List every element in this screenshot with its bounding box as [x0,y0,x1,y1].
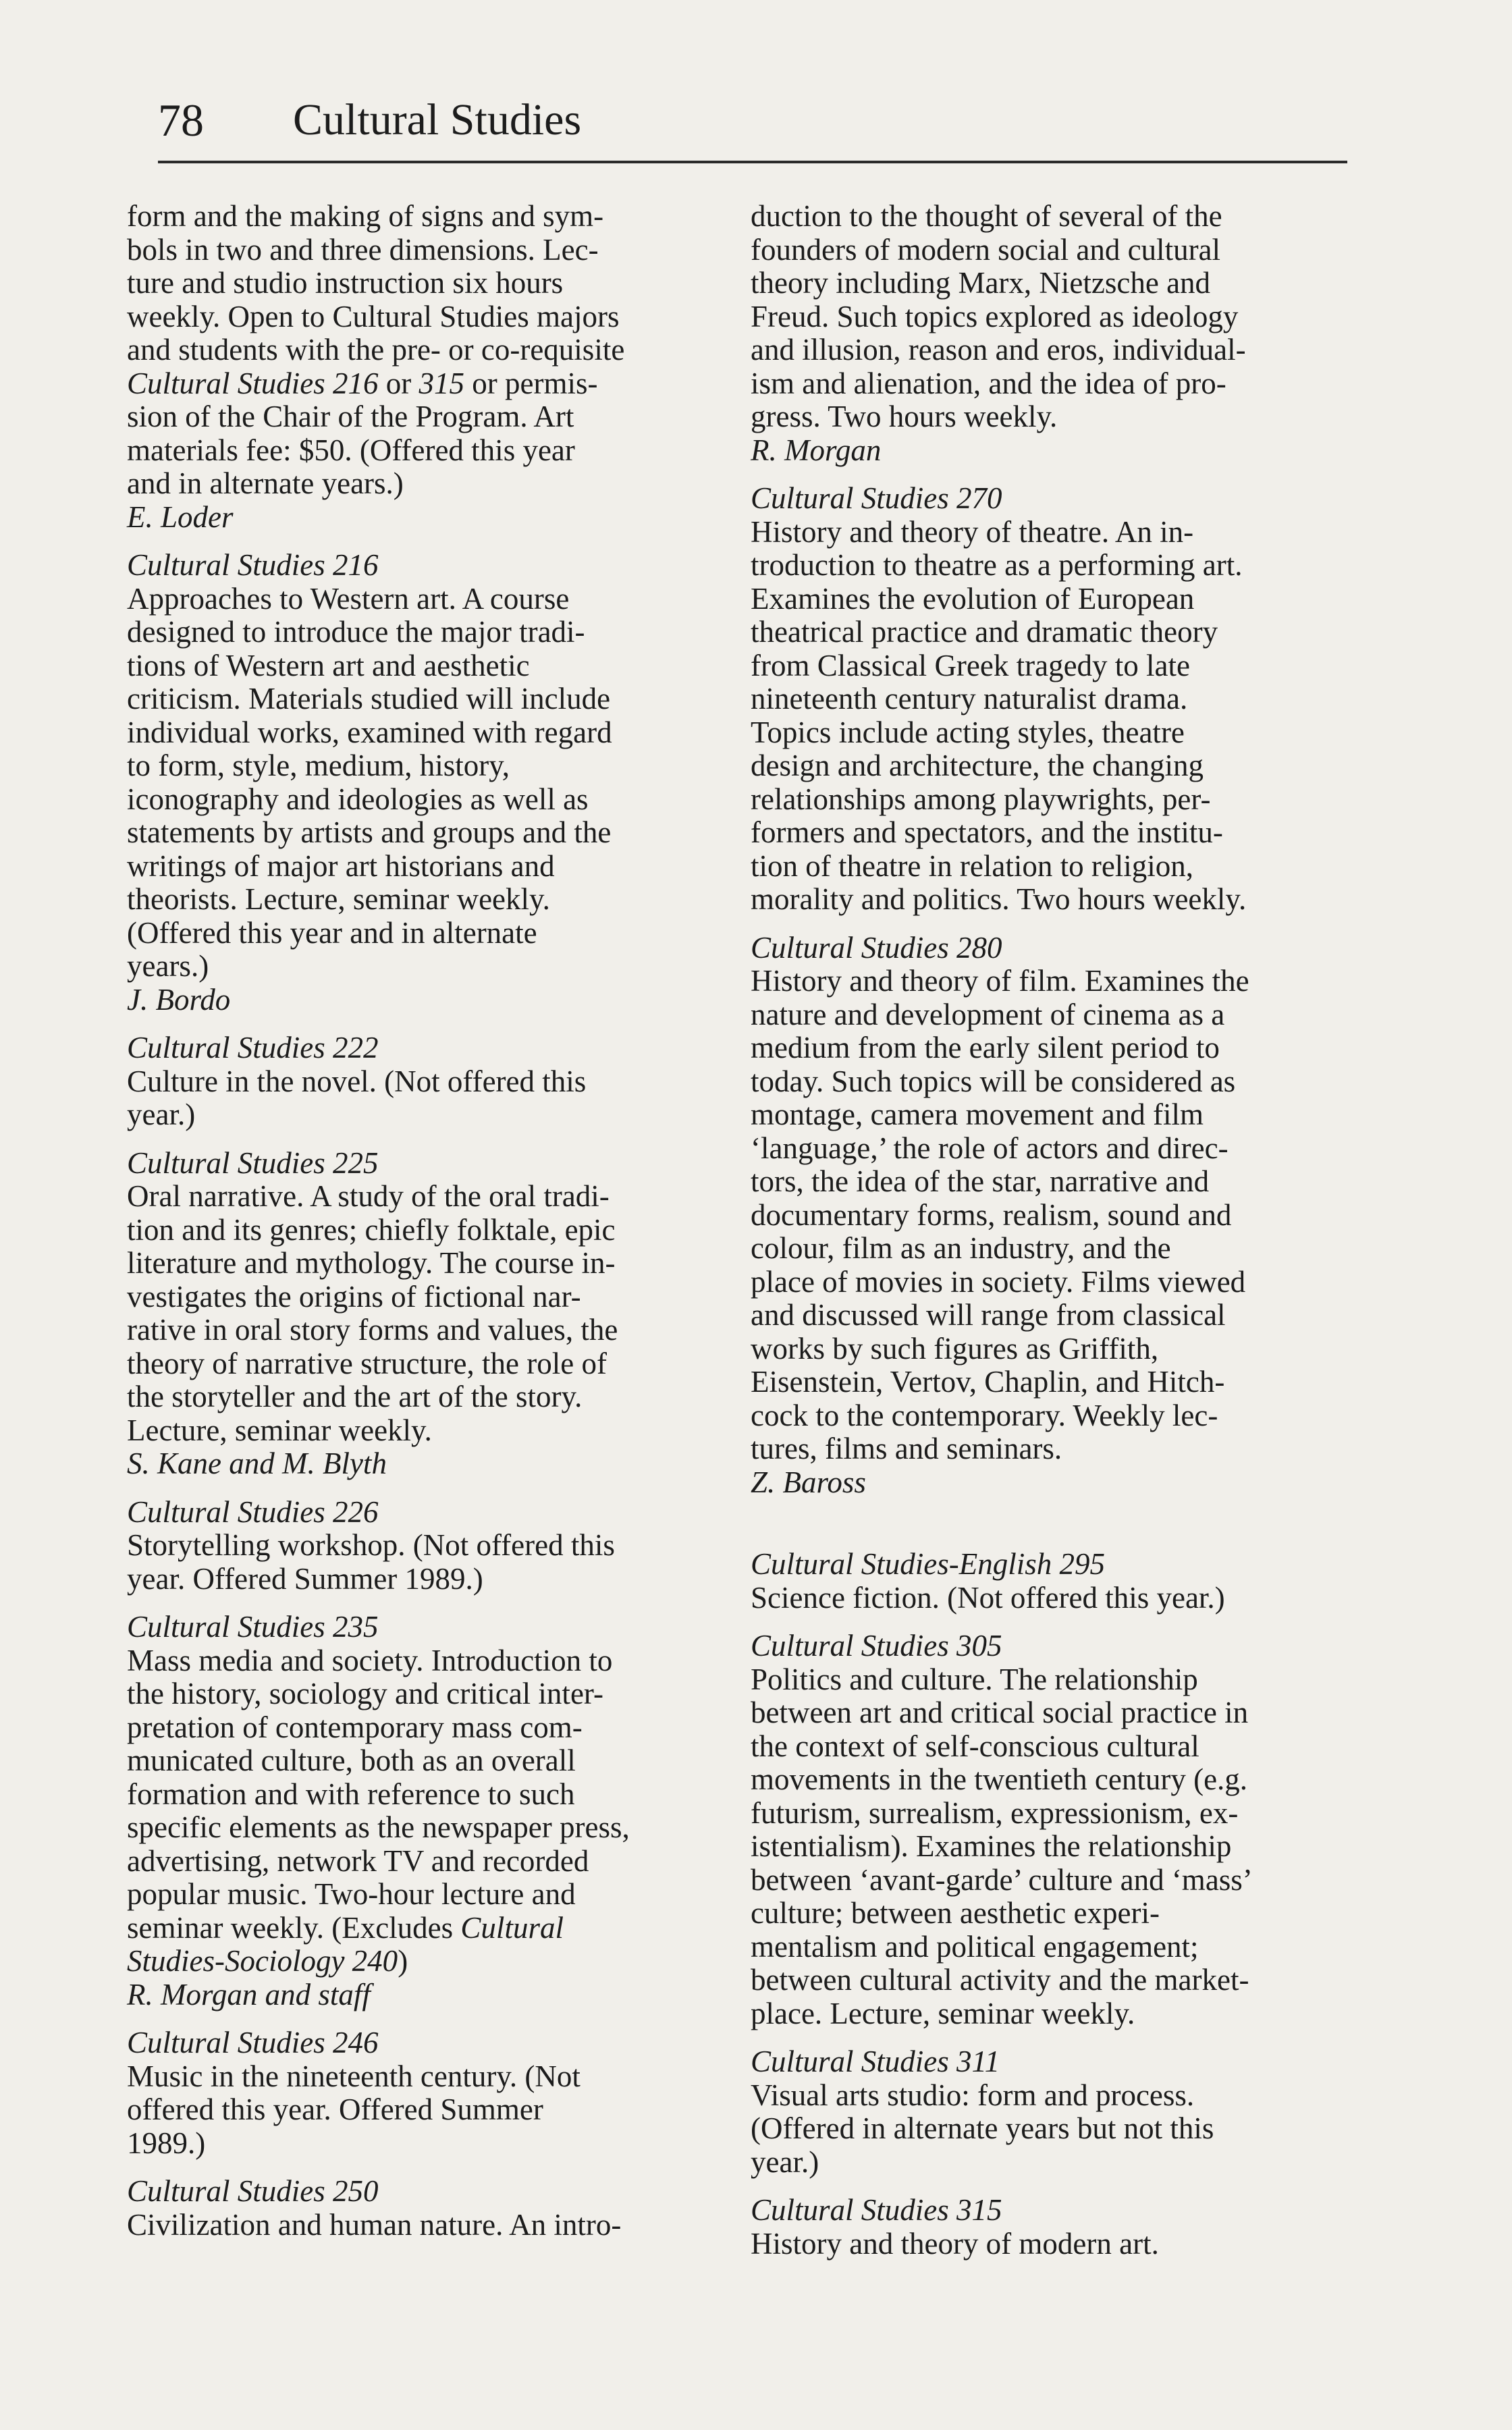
description-line: nineteenth century naturalist drama. [751,682,1188,716]
course-entry [751,2045,1338,2179]
course-reference: Studies-Sociology 240 [127,1944,398,1978]
description-line: History and theory of theatre. An in- [751,514,1194,549]
description-line: morality and politics. Two hours weekly. [751,882,1247,916]
description-line: designed to introduce the major tradi- [127,615,585,649]
description-line: Visual arts studio: form and process. [751,2078,1195,2112]
text-fragment: or [378,366,419,400]
description-line: ‘language,’ the role of actors and direc- [751,1131,1228,1165]
description-line: writings of major art historians and [127,848,555,883]
description-line: culture; between aesthetic experi- [751,1896,1160,1930]
description-line: cock to the contemporary. Weekly lec- [751,1398,1218,1432]
course-title: Cultural Studies 280 [751,930,1002,965]
course-title: Cultural Studies 250 [127,2174,379,2208]
description-line: place of movies in society. Films viewed [751,1264,1246,1299]
text-fragment: ) [398,1944,408,1978]
course-entry [751,1629,1338,2030]
description-line: nature and development of cinema as a [751,997,1225,1031]
page-header [158,81,1347,163]
course-entry [751,482,1338,917]
description-line [127,367,721,401]
description-line: vestigates the origins of fictional nar- [127,1279,581,1314]
description-line: weekly. Open to Cultural Studies majors [127,299,620,333]
description-line: years.) [127,949,209,983]
description-line: the storyteller and the art of the story. [127,1380,583,1413]
description-line: 1989.) [127,2126,206,2160]
instructor: E. Loder [127,500,234,534]
description-line: theory of narrative structure, the role of [127,1346,607,1380]
course-entry [127,1496,721,1596]
description-line: bols in two and three dimensions. Lec- [127,232,599,267]
description-line: formation and with reference to such [127,1777,575,1811]
description-line: individual works, examined with regard [127,715,612,749]
description-line: relationships among playwrights, per- [751,782,1211,816]
course-entry-continued [127,200,721,534]
course-title: Cultural Studies 225 [127,1145,379,1180]
course-title: Cultural Studies 222 [127,1031,379,1064]
course-entry [127,1031,721,1132]
description-line: founders of modern social and cultural [751,232,1221,267]
description-line: Storytelling workshop. (Not offered this [127,1528,615,1562]
description-line: (Offered in alternate years but not this [751,2111,1214,2145]
description-line: pretation of contemporary mass com- [127,1710,583,1744]
description-line: advertising, network TV and recorded [127,1843,589,1878]
description-line: istentialism). Examines the relationship [751,1829,1232,1863]
description-line: iconography and ideologies as well as [127,782,589,816]
instructor: J. Bordo [127,982,231,1017]
description-line: ism and alienation, and the idea of pro- [751,366,1226,400]
right-column [751,200,1338,2261]
description-line: theorists. Lecture, seminar weekly. [127,882,550,916]
description-line: rative in oral story forms and values, the [127,1313,618,1347]
description-line: year.) [127,1098,196,1131]
description-line: works by such figures as Griffith, [751,1331,1159,1366]
course-entry [127,549,721,1017]
course-reference: Cultural Studies 216 [127,366,379,400]
course-reference: 315 [418,366,465,400]
page-number: 78 [158,94,204,146]
description-line: offered this year. Offered Summer [127,2092,543,2126]
description-line: from Classical Greek tragedy to late [751,648,1191,682]
description-line: montage, camera movement and film [751,1098,1204,1131]
text-fragment: seminar weekly. (Excludes [127,1910,461,1945]
description-line: and illusion, reason and eros, individual- [751,333,1246,367]
description-line: Eisenstein, Vertov, Chaplin, and Hitch- [751,1365,1225,1399]
course-title: Cultural Studies 246 [127,2026,379,2059]
description-line: documentary forms, realism, sound and [751,1197,1232,1232]
description-line: between cultural activity and the market- [751,1963,1249,1997]
description-line: Science fiction. (Not offered this year.) [751,1580,1225,1615]
course-entry [127,2026,721,2160]
description-line: Examines the evolution of European [751,581,1195,616]
running-title: Cultural Studies [293,95,582,144]
description-line: duction to the thought of several of the [751,199,1222,233]
description-line: materials fee: $50. (Offered this year [127,433,575,467]
course-title: Cultural Studies 311 [751,2045,1000,2078]
description-line: popular music. Two-hour lecture and [127,1877,576,1911]
description-line: tion and its genres; chiefly folktale, epic [127,1212,616,1247]
description-line: movements in the twentieth century (e.g. [751,1762,1248,1796]
description-line: Topics include acting styles, theatre [751,715,1185,749]
description-line: year. Offered Summer 1989.) [127,1561,483,1596]
description-line: between art and critical social practice in [751,1696,1249,1729]
course-entry-continued [751,200,1338,467]
course-entry [751,1548,1338,1615]
description-line: specific elements as the newspaper press, [127,1810,630,1844]
description-line: Music in the nineteenth century. (Not [127,2059,580,2093]
description-line: colour, film as an industry, and the [751,1231,1171,1265]
left-column [127,200,721,2242]
instructor: R. Morgan [751,433,882,467]
description-line: futurism, surrealism, expressionism, ex- [751,1796,1239,1830]
description-line [127,1912,721,1945]
description-line: literature and mythology. The course in- [127,1246,616,1280]
description-line: Civilization and human nature. An intro- [127,2207,622,2242]
description-line: mentalism and political engagement; [751,1929,1199,1964]
course-title: Cultural Studies 216 [127,548,379,582]
description-line: criticism. Materials studied will include [127,682,611,716]
description-line: the context of self-conscious cultural [751,1729,1199,1763]
course-title: Cultural Studies 305 [751,1629,1002,1663]
description-line: year.) [751,2144,819,2179]
description-line: today. Such topics will be considered as [751,1064,1236,1098]
description-line: and students with the pre- or co-requisite [127,333,625,367]
description-line: theory including Marx, Nietzsche and [751,266,1211,300]
course-title: Cultural Studies 315 [751,2193,1002,2227]
course-title: Cultural Studies 235 [127,1610,379,1644]
course-entry [127,2175,721,2242]
description-line: tions of Western art and aesthetic [127,648,530,682]
description-line: ture and studio instruction six hours [127,266,564,300]
course-entry [127,1147,721,1481]
description-line: Approaches to Western art. A course [127,581,570,616]
course-title: Cultural Studies 270 [751,481,1002,515]
description-line: Culture in the novel. (Not offered this [127,1064,587,1098]
description-line [127,1945,721,1978]
description-line: form and the making of signs and sym- [127,199,604,233]
course-title: Cultural Studies-English 295 [751,1547,1106,1581]
description-line: tures, films and seminars. [751,1432,1062,1465]
description-line: History and theory of film. Examines the [751,964,1249,998]
instructor: S. Kane and M. Blyth [127,1447,387,1480]
description-line: and discussed will range from classical [751,1298,1226,1332]
description-line: sion of the Chair of the Program. Art [127,400,574,433]
description-line: Politics and culture. The relationship [751,1662,1198,1696]
description-line: Oral narrative. A study of the oral tradi- [127,1179,610,1213]
course-reference: Cultural [460,1910,564,1945]
description-line: tors, the idea of the star, narrative and [751,1164,1210,1198]
course-title: Cultural Studies 226 [127,1494,379,1529]
description-line: statements by artists and groups and the [127,815,612,849]
description-line: and in alternate years.) [127,466,404,500]
description-line: gress. Two hours weekly. [751,400,1058,433]
description-line: Freud. Such topics explored as ideology [751,299,1239,333]
description-line: theatrical practice and dramatic theory [751,615,1218,649]
description-line: formers and spectators, and the institu- [751,815,1223,849]
description-line: Lecture, seminar weekly. [127,1413,432,1447]
description-line: Mass media and society. Introduction to [127,1643,613,1677]
description-line: History and theory of modern art. [751,2226,1159,2261]
description-line: tion of theatre in relation to religion, [751,848,1194,883]
description-line: municated culture, both as an overall [127,1744,576,1777]
course-entry [127,1611,721,2012]
description-line: design and architecture, the changing [751,749,1204,782]
instructor: R. Morgan and staff [127,1977,371,2012]
description-line: to form, style, medium, history, [127,749,510,782]
description-line: place. Lecture, seminar weekly. [751,1996,1135,2030]
description-line: between ‘avant-garde’ culture and ‘mass’ [751,1862,1253,1897]
description-line: troduction to theatre as a performing art. [751,548,1243,582]
text-fragment: or permis- [464,366,598,400]
description-line: medium from the early silent period to [751,1031,1220,1064]
description-line: (Offered this year and in alternate [127,915,537,950]
course-entry [751,2194,1338,2261]
course-entry [751,932,1338,1500]
description-line: the history, sociology and critical inter- [127,1677,603,1710]
instructor: Z. Baross [751,1465,866,1499]
